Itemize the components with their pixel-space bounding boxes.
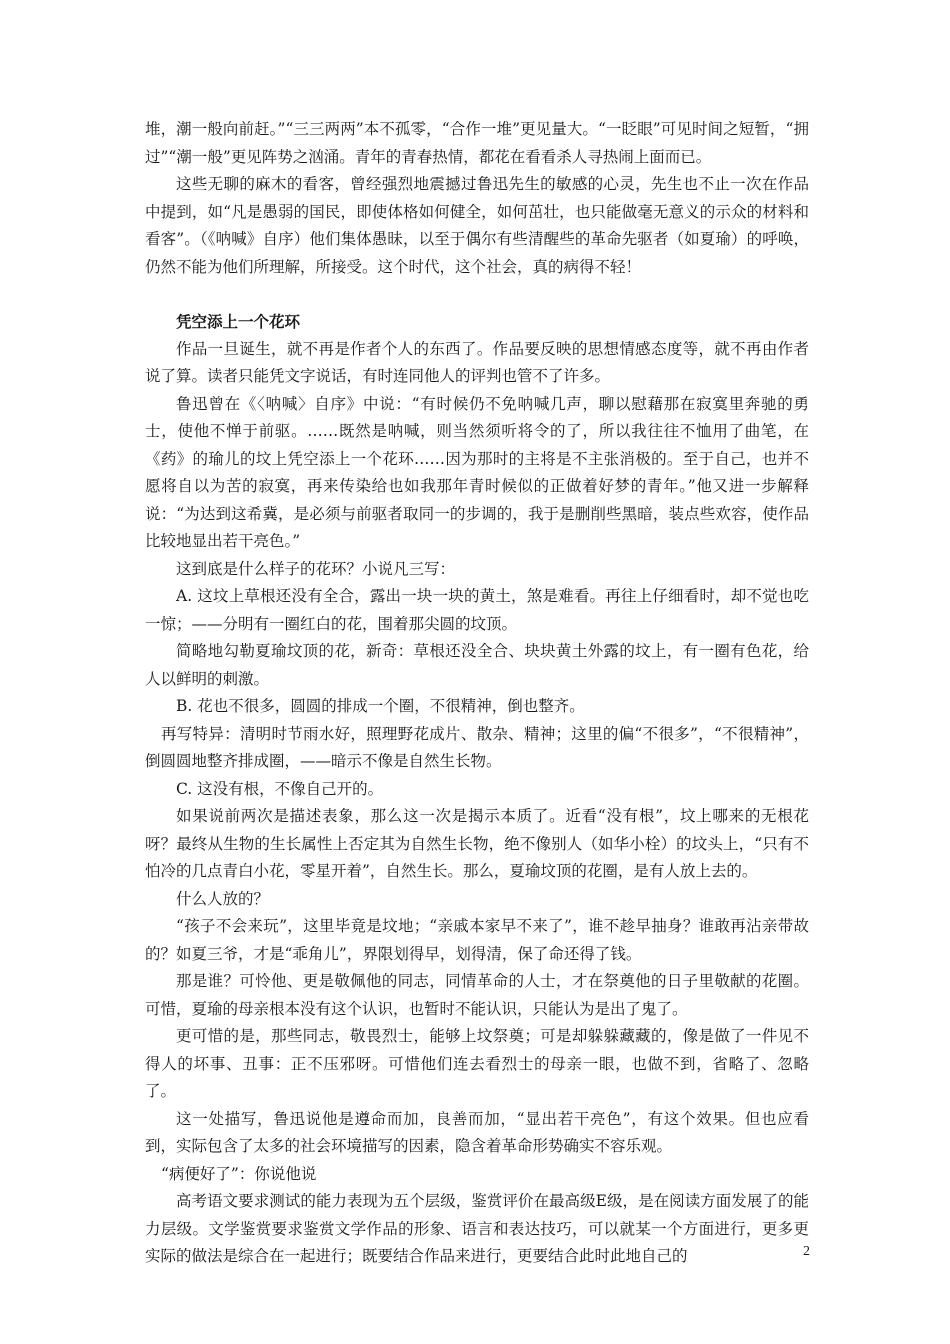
paragraph: 简略地勾勒夏瑜坟顶的花，新奇：草根还没全合、块块黄土外露的坟上，有一圈有色花，给人以鲜明的刺激。	[145, 642, 809, 688]
paragraph: 堆，潮一般向前赶。”“三三两两”本不孤零，“合作一堆”更见量大。“一眨眼”可见时间之短暂，“拥过”“潮一般”更见阵势之汹涌。青年的青春热情，都花在看看杀人寻热闹上面而已。	[145, 120, 809, 166]
paragraph: 鲁迅曾在《〈呐喊〉自序》中说：“有时候仍不免呐喊几声，聊以慰藉那在寂寞里奔驰的勇士，使他不惮于前驱。……既然是呐喊，则当然须听将令的了，所以我往往不恤用了曲笔，在《药》的瑜儿的坟上凭空添上一个花环……因为那时的主将是不主张消极的。至于自己，也并不愿将自以为苦的寂寞，再来传染给也如我那年青时候似的正做着好梦的青年。”他又进一步解释说：“为达到这希冀，是必须与前驱者取同一的步调的，我于是删削些黑暗，装点些欢容，使作品比较地显出若干亮色。”	[145, 394, 809, 550]
section-heading: “病便好了”：你说他说	[161, 1164, 317, 1183]
paragraph: 高考语文要求测试的能力表现为五个层级，鉴赏评价在最高级E级，是在阅读方面发展了的能力层级。文学鉴赏要求鉴赏文学作品的形象、语言和表达技巧，可以就某一个方面进行，更多更实际的做法是综合在一起进行；既要结合作品来进行，更要结合此时此地自己的	[145, 1192, 809, 1265]
paragraph: 什么人放的？	[176, 889, 270, 908]
page-body	[145, 116, 809, 1271]
paragraph: 那是谁？可怜他、更是敬佩他的同志，同情革命的人士，才在祭奠他的日子里敬献的花圈。可惜，夏瑜的母亲根本没有这个认识，也暂时不能认识，只能认为是出了鬼了。	[145, 972, 809, 1018]
quote-item: C. 这没有根，不像自己开的。	[176, 779, 384, 798]
section-heading: 凭空添上一个花环	[176, 312, 301, 331]
paragraph: 这些无聊的麻木的看客，曾经强烈地震撼过鲁迅先生的敏感的心灵，先生也不止一次在作品中提到，如“凡是愚弱的国民，即使体格如何健全，如何茁壮，也只能做毫无意义的示众的材料和看客”。（《呐喊》自序）他们集体愚昧，以至于偶尔有些清醒些的革命先驱者（如夏瑜）的呼唤，仍然不能为他们所理解，所接受。这个时代，这个社会，真的病得不轻！	[145, 175, 809, 276]
paragraph: 更可惜的是，那些同志，敬畏烈士，能够上坟祭奠；可是却躲躲藏藏的，像是做了一件见不得人的坏事、丑事：正不压邪呀。可惜他们连去看烈士的母亲一眼，也做不到，省略了、忽略了。	[145, 1027, 809, 1100]
paragraph: 如果说前两次是描述表象，那么这一次是揭示本质了。近看“没有根”，坟上哪来的无根花呀？最终从生物的生长属性上否定其为自然生长物，绝不像别人（如华小栓）的坟头上，“只有不怕冷的几点青白小花，零星开着”，自然生长。那么，夏瑜坟顶的花圈，是有人放上去的。	[145, 807, 809, 880]
paragraph: 这一处描写，鲁迅说他是遵命而加，良善而加，“显出若干亮色”，有这个效果。但也应看到，实际包含了太多的社会环境描写的因素，隐含着革命形势确实不容乐观。	[145, 1109, 809, 1155]
paragraph: 再写特异：清明时节雨水好，照理野花成片、散杂、精神；这里的偏“不很多”，“不很精神”，倒圆圆地整齐排成圈，——暗示不像是自然生长物。	[145, 724, 809, 770]
quote-item: A. 这坟上草根还没有全合，露出一块一块的黄土，煞是难看。再往上仔细看时，却不觉也吃一惊；——分明有一圈红白的花，围着那尖圆的坟顶。	[145, 587, 809, 633]
page-number: 2	[803, 1244, 810, 1259]
paragraph: “孩子不会来玩”，这里毕竟是坟地；“亲戚本家早不来了”，谁不趁早抽身？谁敢再沾亲带故的？如夏三爷，才是“乖角儿”，界限划得早，划得清，保了命还得了钱。	[145, 917, 809, 963]
paragraph: 这到底是什么样子的花环？小说凡三写：	[176, 559, 456, 578]
quote-item: B. 花也不很多，圆圆的排成一个圈，不很精神，倒也整齐。	[176, 697, 585, 715]
paragraph: 作品一旦诞生，就不再是作者个人的东西了。作品要反映的思想情感态度等，就不再由作者说了算。读者只能凭文字说话，有时连同他人的评判也管不了许多。	[145, 339, 809, 385]
